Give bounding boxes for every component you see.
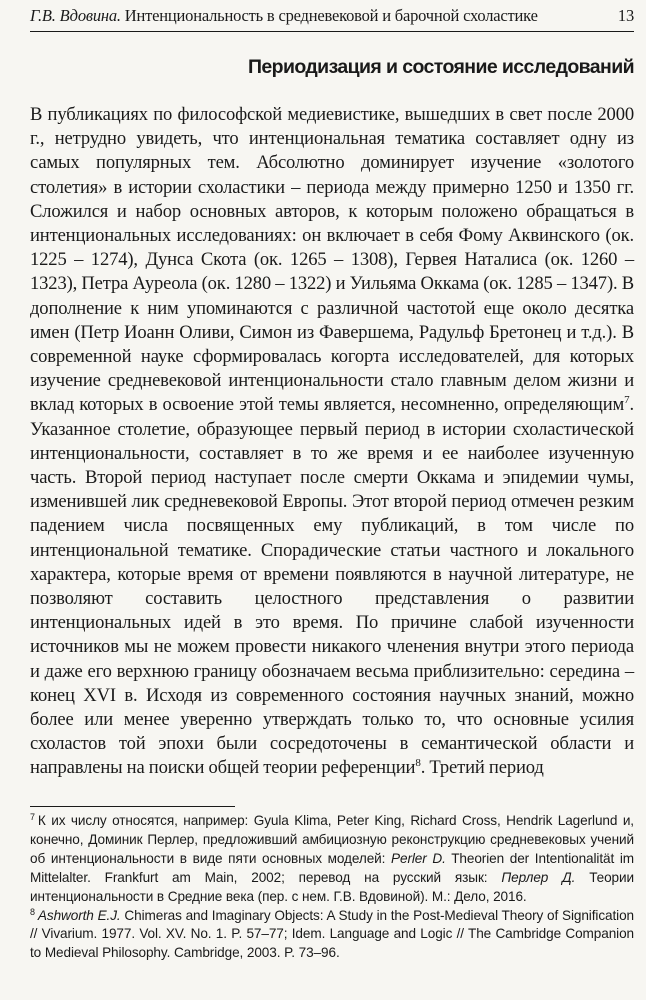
section-title: Периодизация и состояние исследований [247,56,634,78]
running-head-author: Г.В. Вдовина. [30,6,121,25]
body-paragraph [30,103,634,781]
running-head-title [30,6,538,26]
footnote-ref-8[interactable]: 8 [415,757,421,770]
footnote-7-text-b: Theorien der Intentionalität im Mittelalter. Frankfurt am Main, 2002; перевод на русский язык: [30,850,635,885]
footnote-7-author-b: Перлер Д. [501,869,576,885]
footnote-rule [30,806,235,807]
book-page [30,0,634,1000]
footnote-ref-7[interactable]: 7 [624,394,630,407]
footnote-7 [30,812,634,907]
body-text-part-2: . Указанное столетие, образующее первый период в истории схоластической интенциональности, составляет в то же время и ее наиболее изученную часть. Второй период наступает после смерти Оккама и эпидемии чумы, изменившей лик средневековой Европы. Этот второй период отмечен резким падением числа посвященных ему публикаций, в том числе по интенциональной тематике. Спорадические статьи частного и локального характера, которые время от времени появляются в научной литературе, не позволяют составить целостного представления о развитии интенциональных идей в это время. По причине слабой изученности источников мы не можем провести никакого членения внутри этого периода и даже его верхнюю границу обозначаем весьма приблизительно: середина – конец XVI в. Исходя из современного состояния научных знаний, можно более или менее уверенно утверждать только то, что основные усилия схоластов той эпохи были сосредоточены в семантической области и направлены на поиски общей теории референции [30,394,634,779]
footnotes [30,812,634,963]
footnote-8 [30,907,634,964]
running-head [30,2,634,30]
footnote-7-number: 7 [30,812,35,822]
header-rule [30,31,634,32]
footnote-8-author: Ashworth E.J. [37,907,121,923]
footnote-8-number: 8 [30,906,35,917]
running-head-book-title: Интенциональность в средневековой и барочной схоластике [120,6,538,25]
body-text-part-1: В публикациях по философской медиевистике, вышедших в свет после 2000 г., нетрудно увидеть, что интенциональная тематика составляет одну из самых популярных тем. Абсолютно доминирует изучение «золотого столетия» в истории схоластики – периода между примерно 1250 и 1350 гг. Сложился и набор основных авторов, к которым положено обращаться в интенциональных исследованиях: он включает в себя Фому Аквинского (ок. 1225 – 1274), Дунса Скота (ок. 1265 – 1308), Гервея Наталиса (ок. 1260 – 1323), Петра Ауреола (ок. 1280 – 1322) и Уильяма Оккама (ок. 1285 – 1347). В дополнение к ним упоминаются с различной частотой еще около десятка имен (Петр Иоанн Оливи, Симон из Фавершема, Радульф Бретонец и т.д.). В современной науке сформировалась когорта исследователей, для которых изучение средневековой интенциональности стало главным делом жизни и вклад которых в освоение этой темы является, несомненно, определяющим [30,104,634,416]
body-text-part-3: . Третий период [420,757,544,779]
page-number: 13 [617,6,634,25]
footnote-7-author-a: Perler D. [391,850,446,866]
footnote-7-text-a: К их числу относятся, например: Gyula Klima, Peter King, Richard Cross, Hendrik Lagerlund и, конечно, Доминик Перлер, предложивший амбициозную реконструкцию средневековых учений об интенциональности в виде пяти основных моделей: [30,813,634,866]
footnote-8-text: Chimeras and Imaginary Objects: A Study in the Post-Medieval Theory of Signification // Vivarium. 1977. Vol. XV. No. 1. P. 57–77; Idem. Language and Logic // The Cambridge Companion to Medieval Philosophy. Cambridge, 2003. P. 73–96. [30,907,634,961]
footnote-7-text-c: Теории интенциональности в Средние века (пер. с нем. Г.В. Вдовиной). М.: Дело, 2016. [30,869,634,904]
